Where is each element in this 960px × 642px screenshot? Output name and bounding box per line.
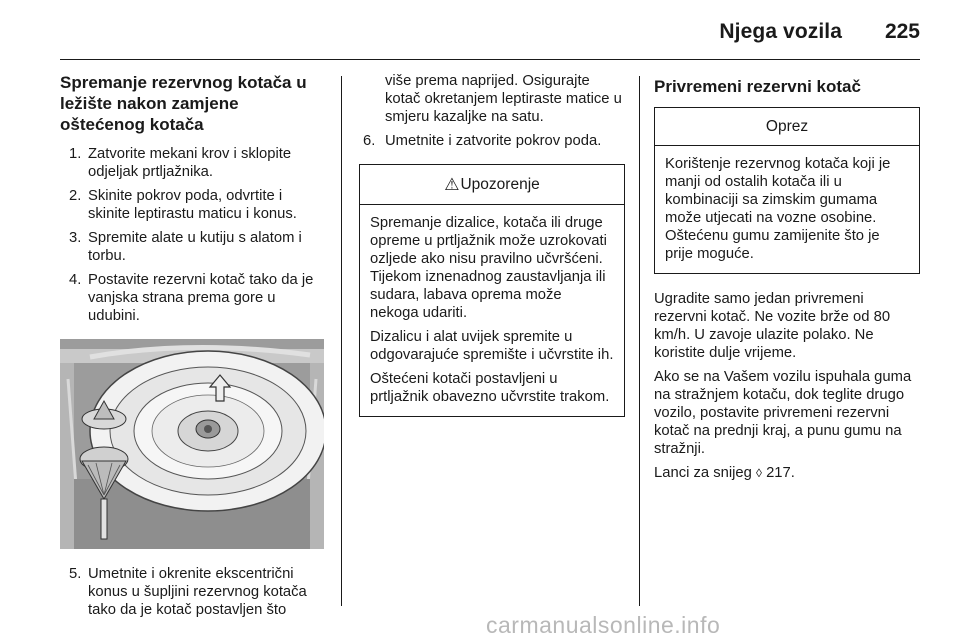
column-middle [359,72,625,417]
warning-body [360,205,624,416]
caution-title: Oprez [765,117,809,135]
section-title: Njega vozila [719,20,842,43]
list-item: 1. Zatvorite mekani krov i sklopite odjeljak prtljažnika. [69,146,292,180]
steps-list-1b [60,565,328,619]
warning-box [359,164,625,417]
warning-title: Upozorenje [460,175,540,193]
watermark: carmanualsonline.info [486,612,721,638]
caution-body [655,146,919,273]
caution-header [655,108,919,146]
list-item: 6. Umetnite i zatvorite pokrov poda. [363,133,602,149]
caution-box [654,107,920,274]
list-item: 2. Skinite pokrov poda, odvrtite i skinite leptirastu maticu i konus. [69,188,297,222]
steps-list-1 [60,145,328,325]
paragraph: Ako se na Vašem vozilu ispuhala guma na stražnjem kotaču, dok teglite drugo vozilo, postavite privremeni rezervni kotač na prednji kraj, a punu gumu na stražnji. [654,369,912,457]
spare-wheel-illustration [60,339,324,549]
column-divider-left [341,76,342,606]
list-item: 5. Umetnite i okrenite ekscentrični konus u šupljini rezervnog kotača tako da je kotač postavljen što [69,566,307,618]
column-right [654,72,920,482]
column-divider-right [639,76,640,606]
warning-paragraph: Spremanje dizalice, kotača ili druge opreme u prtljažnik može uzrokovati ozljede ako nisu pravilno učvršćeni. Tijekom iznenadnog zaustavljanja ili sudara, labava oprema može nekoga udariti. [370,215,607,321]
steps-list-2 [359,132,625,150]
heading-spare-storage: Spremanje rezervnog kotača u ležište nakon zamjene oštećenog kotača [60,73,307,134]
warning-paragraph: Dizalicu i alat uvijek spremite u odgovarajuće spremište i učvrstite ih. [370,329,614,363]
list-item: 3. Spremite alate u kutiju s alatom i torbu. [69,230,302,264]
spare-wheel-drawing [60,339,324,549]
header-rule [60,59,920,60]
warning-header [360,165,624,205]
step-5-continuation: više prema naprijed. Osigurajte kotač okretanjem leptiraste matice u smjeru kazaljke na satu. [385,73,622,125]
reference-page: 217. [766,465,795,481]
paragraph: Ugradite samo jedan privremeni rezervni kotač. Ne vozite brže od 80 km/h. U zavoje ulazite polako. Ne koristite dulje vrijeme. [654,291,891,361]
page-number: 225 [884,20,920,43]
warning-icon: ⚠ [444,174,460,194]
list-item: 4. Postavite rezervni kotač tako da je vanjska strana prema gore u udubini. [69,272,314,324]
column-left [60,72,328,625]
page-reference-icon: ◊ [756,466,762,480]
warning-paragraph: Oštećeni kotači postavljeni u prtljažnik obavezno učvrstite trakom. [370,371,610,405]
heading-temporary-spare: Privremeni rezervni kotač [654,77,861,96]
snow-chains-reference[interactable]: Lanci za snijeg ◊ 217. [654,465,795,481]
page-header [0,0,960,60]
caution-text: Korištenje rezervnog kotača koji je manji od ostalih kotača ili u kombinaciji sa zimskim gumama može utjecati na vozne osobine. Oštećenu gumu zamijenite što je prije moguće. [665,156,891,262]
